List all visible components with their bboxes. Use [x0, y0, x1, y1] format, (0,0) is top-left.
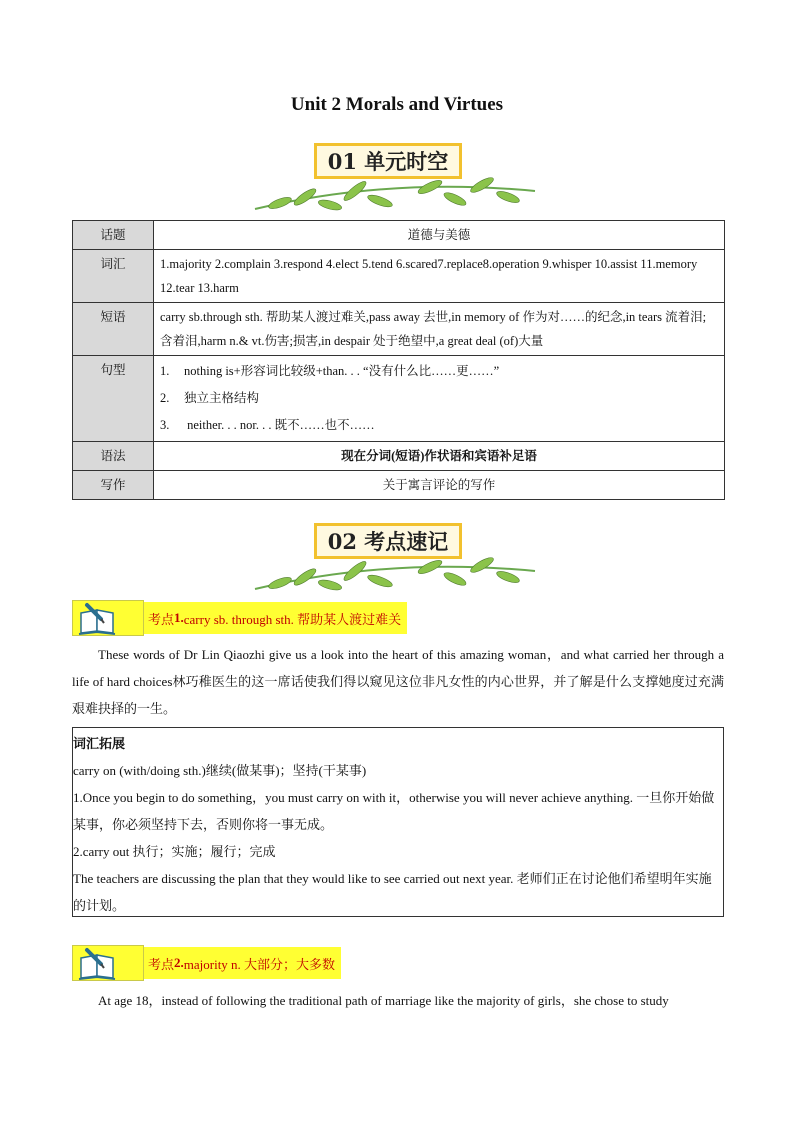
- section-banner-1: [250, 143, 540, 215]
- table-row: [73, 250, 725, 303]
- row-value: [154, 356, 725, 442]
- row-value: 1.majority 2.complain 3.respond 4.elect 5.tend 6.scared7.replace8.operation 9.whisper 10.assist 11.memory 12.tear 13.harm: [154, 250, 725, 303]
- table-row: [73, 356, 725, 442]
- box-line: The teachers are discussing the plan that they would like to see carried out next year. 老师们正在讨论他们希望明年实施的计划。: [73, 871, 712, 913]
- table-row: [73, 442, 725, 471]
- section-banner-2: [250, 523, 540, 595]
- box-line: 2.carry out 执行；实施；履行；完成: [73, 844, 276, 859]
- section-label-2: 02 考点速记: [314, 523, 462, 559]
- example-paragraph-1: These words of Dr Lin Qiaozhi give us a look into the heart of this amazing woman，and what carried her through a life of hard choices林巧稚医生的这一席话使我们得以窥见这位非凡女性的内心世界，并了解是什么支撑她度过充满艰难抉择的一生。: [72, 647, 724, 716]
- kaodian-title-2: 考点 2. majority n. 大部分；大多数: [144, 947, 341, 979]
- row-key: 词汇: [73, 250, 154, 303]
- table-row: [73, 221, 725, 250]
- overview-table: [72, 220, 725, 500]
- row-key: 句型: [73, 356, 154, 442]
- leaf-decoration-icon: [250, 549, 540, 595]
- row-key: 语法: [73, 442, 154, 471]
- sentence-pattern-item: 2. 独立主格结构: [160, 391, 260, 405]
- box-line: carry on (with/doing sth.)继续(做某事)；坚持(干某事): [73, 763, 367, 778]
- box-heading: 词汇拓展: [73, 736, 126, 751]
- row-value: 道德与美德: [154, 221, 725, 250]
- sentence-pattern-item: 3. neither. . . nor. . . 既不……也不……: [160, 418, 375, 432]
- kaodian-title-1: 考点 1. carry sb. through sth. 帮助某人渡过难关: [144, 602, 407, 634]
- row-key: 写作: [73, 471, 154, 500]
- sentence-pattern-item: 1. nothing is+形容词比较级+than. . . “没有什么比……更……”: [160, 364, 500, 378]
- row-value: carry sb.through sth. 帮助某人渡过难关,pass away 去世,in memory of 作为对……的纪念,in tears 流着泪;含着泪,harm n.& vt.伤害;损害,in despair 处于绝望中,a great deal (of)大量: [154, 303, 725, 356]
- kaodian-header-2: [72, 945, 341, 981]
- row-value: 关于寓言评论的写作: [154, 471, 725, 500]
- leaf-decoration-icon: [250, 169, 540, 215]
- page-title: Unit 2 Morals and Virtues: [290, 94, 504, 115]
- table-row: [73, 471, 725, 500]
- example-paragraph-2: At age 18，instead of following the traditional path of marriage like the majority of girls，she chose to study: [98, 993, 669, 1008]
- vocab-expansion-box: [72, 727, 724, 917]
- section-label-1: 01 单元时空: [314, 143, 462, 179]
- row-value: 现在分词(短语)作状语和宾语补足语: [154, 442, 725, 471]
- book-pen-icon: [72, 600, 144, 636]
- box-line: 1.Once you begin to do something，you must carry on with it，otherwise you will never achieve anything. 一旦你开始做某事，你必须坚持下去，否则你将一事无成。: [73, 790, 715, 832]
- kaodian-header-1: [72, 600, 407, 636]
- book-pen-icon: [72, 945, 144, 981]
- row-key: 话题: [73, 221, 154, 250]
- table-row: [73, 303, 725, 356]
- row-key: 短语: [73, 303, 154, 356]
